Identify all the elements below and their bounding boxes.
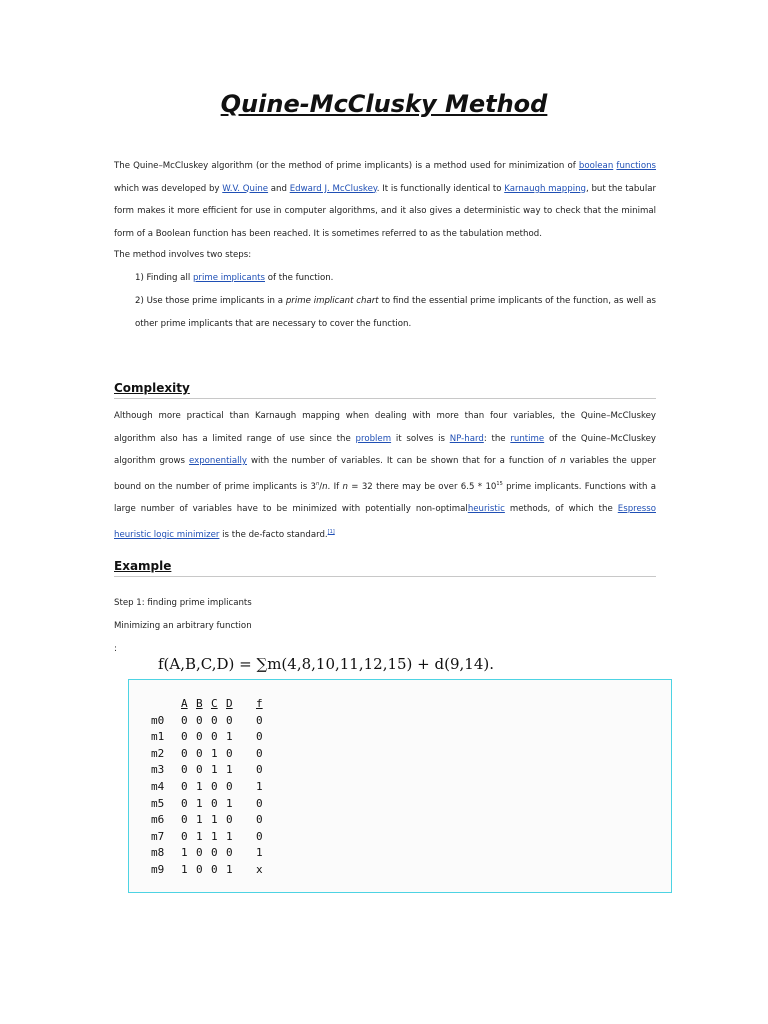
- bit-cell: 0: [196, 862, 203, 876]
- step-1-text: of the function.: [265, 273, 334, 283]
- table-row: [151, 829, 276, 846]
- bit-cell: 1: [211, 746, 218, 760]
- bit-cell: 0: [211, 779, 218, 793]
- complexity-text: /: [319, 481, 323, 492]
- spacer: [241, 812, 256, 829]
- output-cell: 0: [256, 796, 263, 810]
- spacer: [241, 796, 256, 813]
- output-cell: x: [256, 862, 263, 876]
- bit-cell: 1: [181, 846, 188, 860]
- spacer: [241, 845, 256, 862]
- minimizing-text: Minimizing an arbitrary function: [114, 621, 252, 631]
- row-label: m6: [151, 813, 165, 827]
- link-boolean[interactable]: boolean: [578, 161, 614, 171]
- complexity-text: Although more practical than Karnaugh mapping when dealing with more than four variables, the Quine–McCluskey algorithm also has a limited range of use since the: [114, 411, 656, 444]
- bit-cell: 0: [226, 813, 233, 827]
- intro-text: . It is functionally identical to: [376, 183, 505, 194]
- spacer: [241, 779, 256, 796]
- spacer: [241, 746, 256, 763]
- bit-cell: 0: [196, 746, 203, 760]
- bit-cell: 1: [226, 829, 233, 843]
- bit-cell: 1: [196, 813, 203, 827]
- bit-cell: 1: [211, 813, 218, 827]
- row-label: m4: [151, 779, 165, 793]
- bit-cell: 0: [181, 713, 188, 727]
- superscript-n: n: [316, 480, 320, 487]
- row-label: m2: [151, 746, 165, 760]
- table-row: [151, 796, 276, 813]
- output-cell: 0: [256, 829, 263, 843]
- bit-cell: 0: [226, 846, 233, 860]
- intro-text: The Quine–McCluskey algorithm (or the method of prime implicants) is a method used for minimization of: [114, 161, 579, 171]
- spacer: [241, 862, 256, 879]
- table-row: [151, 746, 276, 763]
- boolean-function-formula: f(A,B,C,D) = ∑m(4,8,10,11,12,15) + d(9,14).: [158, 655, 494, 673]
- bit-cell: 1: [226, 862, 233, 876]
- output-cell: 0: [256, 730, 263, 744]
- spacer: [241, 729, 256, 746]
- complexity-text: : the: [483, 433, 511, 444]
- bit-cell: 1: [226, 796, 233, 810]
- row-label: m8: [151, 846, 165, 860]
- bit-cell: 0: [181, 813, 188, 827]
- row-label: m3: [151, 763, 165, 777]
- reference-link[interactable]: [1]: [327, 528, 335, 535]
- bit-cell: 0: [211, 796, 218, 810]
- row-label: m0: [151, 713, 165, 727]
- complexity-paragraph: [114, 405, 656, 546]
- header-f: f: [256, 697, 263, 710]
- row-label: m1: [151, 730, 165, 744]
- table-row: [151, 862, 276, 879]
- table-row: [151, 713, 276, 730]
- complexity-text: of the Quine–McCluskey algorithm grows: [114, 433, 656, 467]
- step-2-text: to find the essential prime implicants of the function, as well as other prime implicants that are necessary to cover the function.: [135, 296, 656, 329]
- bit-cell: 0: [181, 730, 188, 744]
- bit-cell: 1: [196, 779, 203, 793]
- var-n: n: [342, 481, 348, 492]
- output-cell: 0: [256, 813, 263, 827]
- link-functions[interactable]: functions: [616, 161, 657, 171]
- step-2-italic: prime implicant chart: [285, 296, 379, 306]
- bit-cell: 0: [196, 846, 203, 860]
- spacer: [241, 762, 256, 779]
- superscript-15: 15: [496, 480, 503, 487]
- bit-cell: 1: [196, 829, 203, 843]
- intro-text: and: [268, 183, 290, 194]
- header-a: A: [181, 697, 188, 710]
- step-2-text: 2) Use those prime implicants in a: [135, 296, 286, 306]
- page-title: Quine-McClusky Method: [220, 90, 548, 118]
- link-problem[interactable]: problem: [355, 433, 392, 444]
- section-heading-complexity: Complexity: [114, 381, 656, 399]
- bit-cell: 0: [226, 746, 233, 760]
- colon-text: :: [114, 644, 117, 654]
- output-cell: 0: [256, 713, 263, 727]
- bit-cell: 0: [181, 746, 188, 760]
- link-espresso[interactable]: Espresso heuristic logic minimizer: [114, 504, 656, 540]
- step-1-heading: Step 1: finding prime implicants: [114, 598, 252, 608]
- link-exponentially[interactable]: exponentially: [188, 456, 247, 467]
- bit-cell: 1: [181, 862, 188, 876]
- var-n: n: [560, 456, 566, 467]
- table-row: [151, 729, 276, 746]
- table-row: [151, 762, 276, 779]
- bit-cell: 1: [211, 763, 218, 777]
- complexity-text: = 32 there may be over 6.5 * 10: [347, 481, 497, 492]
- link-mccluskey[interactable]: Edward J. McCluskey: [289, 183, 377, 194]
- header-b: B: [196, 697, 203, 710]
- truth-table-box: [128, 679, 672, 893]
- row-label: m5: [151, 796, 165, 810]
- bit-cell: 0: [226, 779, 233, 793]
- row-label: m7: [151, 829, 165, 843]
- output-cell: 0: [256, 763, 263, 777]
- bit-cell: 0: [211, 846, 218, 860]
- step-1-text: 1) Finding all: [135, 273, 193, 283]
- link-quine[interactable]: W.V. Quine: [222, 183, 269, 194]
- bit-cell: 0: [181, 796, 188, 810]
- header-c: C: [211, 697, 218, 710]
- bit-cell: 0: [196, 730, 203, 744]
- bit-cell: 1: [196, 796, 203, 810]
- complexity-text: . If: [327, 481, 343, 492]
- steps-intro: The method involves two steps:: [114, 250, 252, 260]
- step-2: [135, 290, 656, 335]
- bit-cell: 1: [211, 829, 218, 843]
- truth-table-header: [151, 696, 276, 713]
- bit-cell: 0: [181, 829, 188, 843]
- output-cell: 1: [256, 779, 263, 793]
- var-n: n: [322, 481, 328, 492]
- link-runtime[interactable]: runtime: [510, 433, 545, 444]
- table-row: [151, 779, 276, 796]
- bit-cell: 0: [211, 713, 218, 727]
- bit-cell: 0: [181, 779, 188, 793]
- complexity-text: methods, of which the: [504, 504, 618, 515]
- output-cell: 1: [256, 846, 263, 860]
- header-d: D: [226, 697, 233, 710]
- complexity-text: prime implicants. Functions with a large number of variables have to be minimized with potentially non-optimal: [114, 481, 657, 515]
- complexity-text: is the de-facto standard.: [219, 529, 328, 540]
- spacer: [241, 829, 256, 846]
- spacer: [241, 713, 256, 730]
- complexity-text: variables the upper bound on the number of prime implicants is 3: [114, 456, 656, 492]
- link-np-hard[interactable]: NP-hard: [449, 433, 484, 444]
- bit-cell: 1: [226, 730, 233, 744]
- section-heading-example: Example: [114, 559, 656, 577]
- link-karnaugh[interactable]: Karnaugh mapping: [504, 183, 586, 194]
- complexity-text: it solves is: [391, 433, 450, 444]
- intro-text: which was developed by: [114, 183, 223, 194]
- output-cell: 0: [256, 746, 263, 760]
- bit-cell: 0: [196, 713, 203, 727]
- row-label: m9: [151, 862, 165, 876]
- bit-cell: 0: [211, 862, 218, 876]
- step-1: [135, 267, 656, 290]
- intro-text: , but the tabular form makes it more efficient for use in computer algorithms, and it also gives a deterministic way to check that the minimal form of a Boolean function has been reached. It is sometimes referred to as the tabulation method.: [114, 183, 657, 239]
- intro-paragraph: [114, 155, 656, 245]
- bit-cell: 0: [196, 763, 203, 777]
- table-row: [151, 845, 276, 862]
- bit-cell: 0: [211, 730, 218, 744]
- link-heuristic[interactable]: heuristic: [467, 504, 505, 515]
- complexity-text: with the number of variables. It can be shown that for a function of: [246, 456, 561, 467]
- bit-cell: 0: [226, 713, 233, 727]
- link-prime-implicants[interactable]: prime implicants: [192, 273, 265, 283]
- truth-table: [151, 696, 276, 879]
- table-row: [151, 812, 276, 829]
- bit-cell: 0: [181, 763, 188, 777]
- bit-cell: 1: [226, 763, 233, 777]
